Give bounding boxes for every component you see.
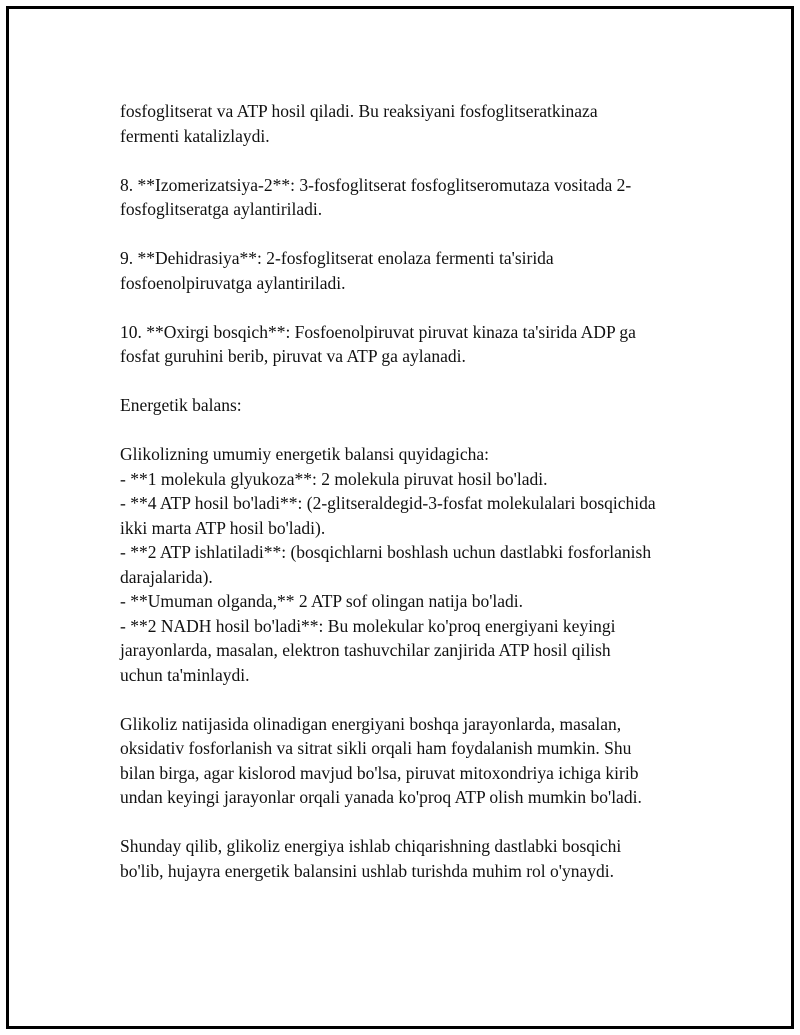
text-line: - **2 NADH hosil bo'ladi**: Bu molekular ko'proq energiyani keyingi: [120, 615, 616, 636]
text-line: fosfoglitseratga aylantiriladi.: [120, 199, 323, 219]
text-line: jarayonlarda, masalan, elektron tashuvchilar zanjirida ATP hosil qilish: [120, 640, 611, 660]
paragraph: [120, 442, 710, 687]
page-frame: [6, 6, 794, 1029]
text-line: undan keyingi jarayonlar orqali yanada ko'proq ATP olish mumkin bo'ladi.: [120, 787, 642, 807]
paragraph: [120, 173, 710, 222]
text-line: Energetik balans:: [120, 395, 242, 415]
document-body: [120, 99, 710, 908]
text-line: - **Umuman olganda,** 2 ATP sof olingan natija bo'ladi.: [120, 591, 524, 611]
text-line: fosfat guruhini berib, piruvat va ATP ga aylanadi.: [120, 346, 466, 366]
text-line: Glikoliz natijasida olinadigan energiyani boshqa jarayonlarda, masalan,: [120, 713, 622, 734]
paragraph: [120, 712, 710, 810]
text-line: Shunday qilib, glikoliz energiya ishlab chiqarishning dastlabki bosqichi: [120, 836, 622, 856]
text-line: 9. **Dehidrasiya**: 2-fosfoglitserat enolaza fermenti ta'sirida: [120, 248, 554, 268]
text-line: Glikolizning umumiy energetik balansi quyidagicha:: [120, 444, 490, 464]
text-line: bilan birga, agar kislorod mavjud bo'lsa, piruvat mitoxondriya ichiga kirib: [120, 762, 639, 783]
text-line: - **4 ATP hosil bo'ladi**: (2-glitseraldegid-3-fosfat molekulalari bosqichida: [120, 493, 656, 513]
text-line: darajalarida).: [120, 566, 213, 587]
text-line: bo'lib, hujayra energetik balansini ushlab turishda muhim rol o'ynaydi.: [120, 860, 614, 881]
text-line: fermenti katalizlaydi.: [120, 125, 270, 146]
text-line: ikki marta ATP hosil bo'ladi).: [120, 517, 326, 538]
text-line: fosfoglitserat va ATP hosil qiladi. Bu reaksiyani fosfoglitseratkinaza: [120, 101, 598, 121]
text-line: fosfoenolpiruvatga aylantiriladi.: [120, 272, 346, 293]
text-line: uchun ta'minlaydi.: [120, 664, 250, 685]
paragraph: [120, 246, 710, 295]
text-line: oksidativ fosforlanish va sitrat sikli orqali ham foydalanish mumkin. Shu: [120, 738, 632, 758]
paragraph: [120, 393, 710, 418]
text-line: - **2 ATP ishlatiladi**: (bosqichlarni boshlash uchun dastlabki fosforlanish: [120, 542, 652, 562]
paragraph: [120, 834, 710, 883]
text-line: 8. **Izomerizatsiya-2**: 3-fosfoglitserat fosfoglitseromutaza vositada 2-: [120, 174, 632, 195]
paragraph: [120, 320, 710, 369]
paragraph: [120, 99, 710, 148]
text-line: 10. **Oxirgi bosqich**: Fosfoenolpiruvat piruvat kinaza ta'sirida ADP ga: [120, 321, 636, 342]
text-line: - **1 molekula glyukoza**: 2 molekula piruvat hosil bo'ladi.: [120, 468, 548, 489]
